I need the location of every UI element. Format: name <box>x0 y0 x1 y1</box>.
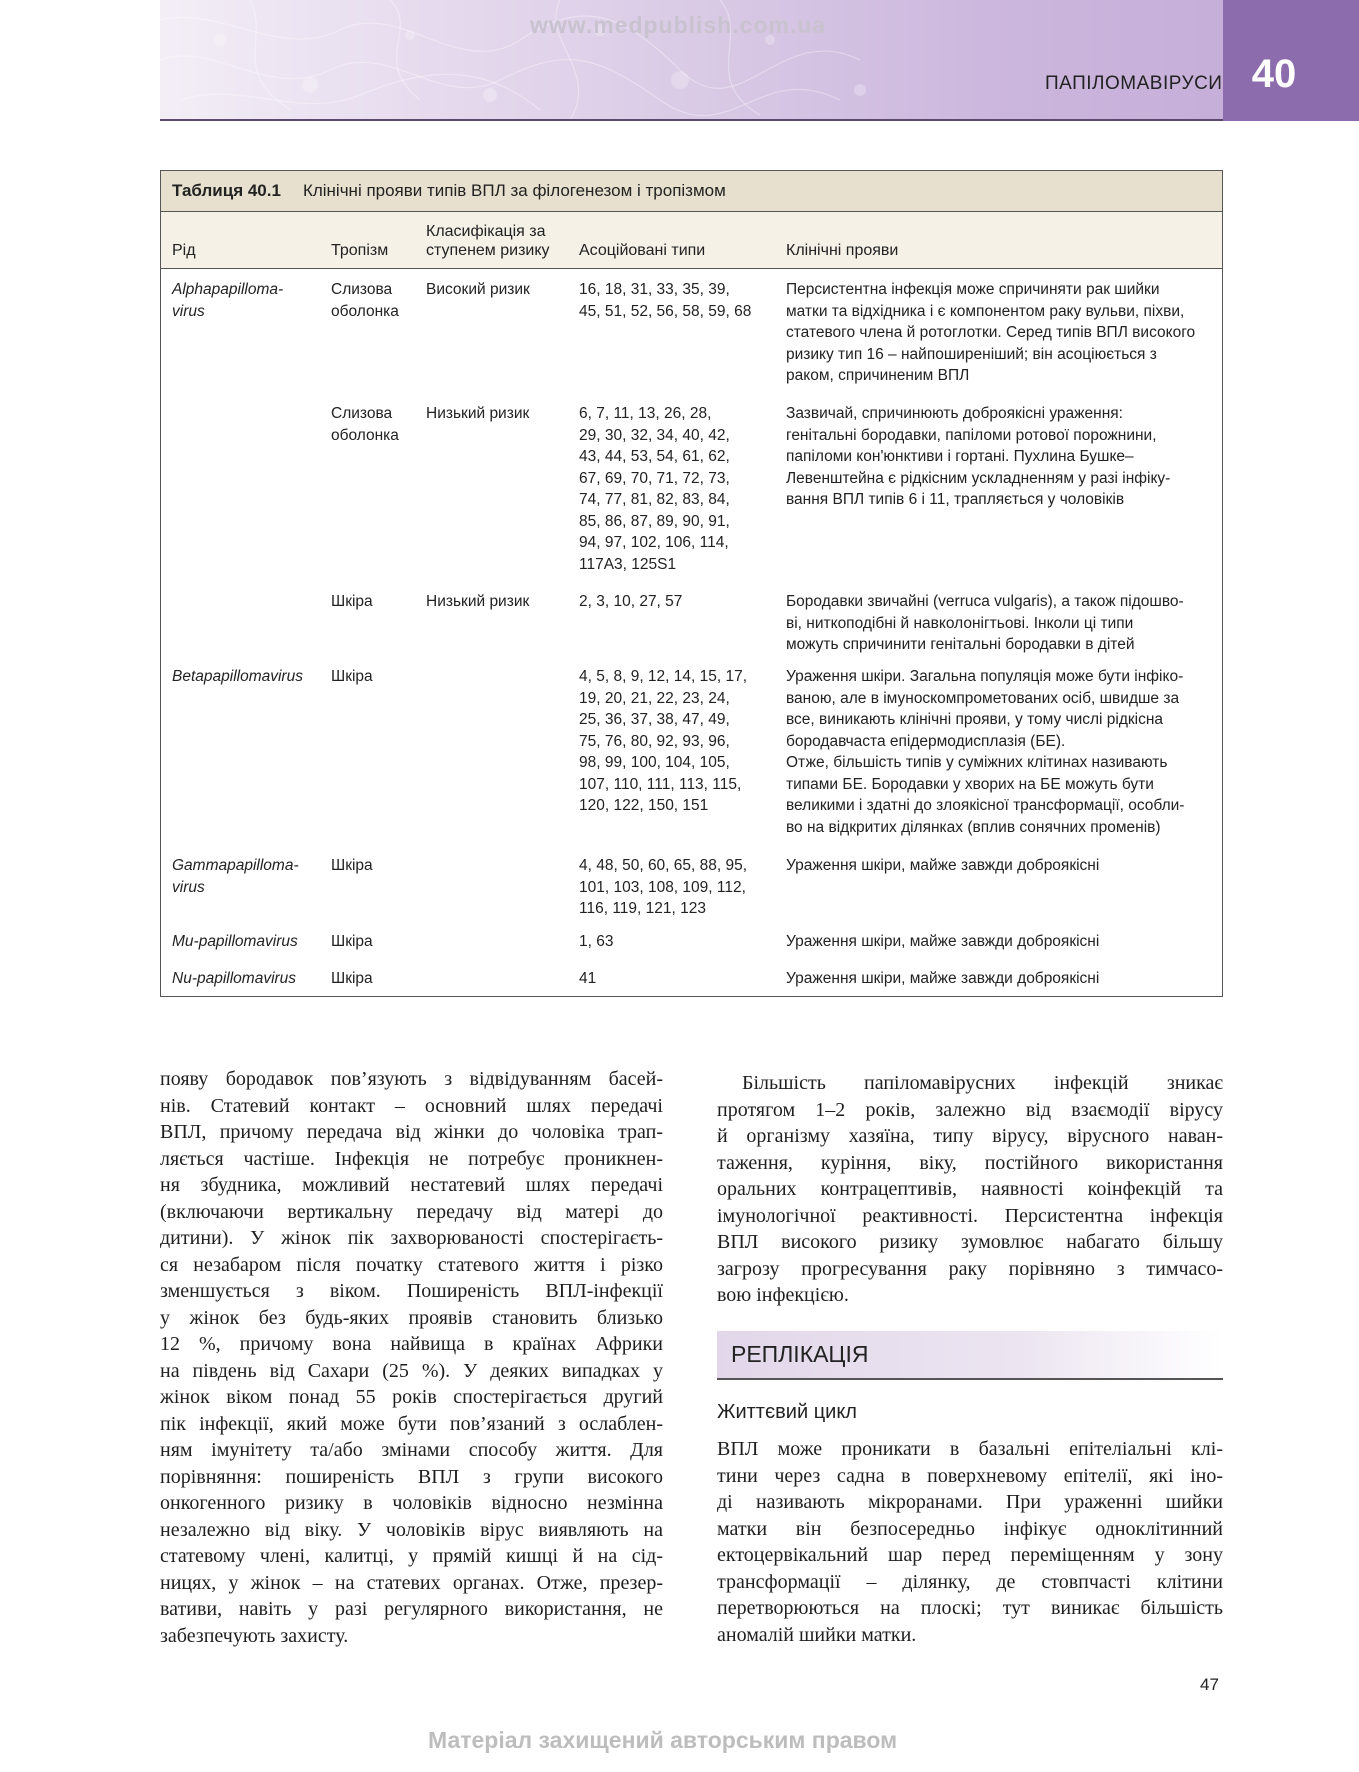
cell-manifestations-line: папіломи кон'юнктиви і гортані. Пухлина Бушке– <box>786 448 1134 465</box>
header-rule <box>160 119 1223 121</box>
cell-types-line: 4, 5, 8, 9, 12, 14, 15, 17, <box>579 668 748 685</box>
text-line: загрозу прогресування раку порівняно з тимчасо- <box>717 1257 1223 1280</box>
col-header-genus: Рід <box>172 242 196 259</box>
cell-tropism-line: Шкіра <box>331 970 373 987</box>
cell-risk-line: Високий ризик <box>426 281 530 298</box>
col-header-risk-line2: ступенем ризику <box>426 242 550 259</box>
page-number: 47 <box>1200 1675 1219 1694</box>
text-line: тини через садна в поверхневому епітелії, які іно- <box>717 1464 1223 1487</box>
section-rule <box>717 1378 1223 1380</box>
text-line: ВПЛ, причому передача від жінки до чоловіка трап- <box>160 1121 663 1143</box>
cell-types <box>579 279 751 322</box>
cell-types <box>579 855 747 920</box>
cell-manifestations-line: Отже, більшість типів у суміжних клітинах називають <box>786 754 1168 771</box>
table-40-1 <box>160 170 1223 997</box>
chapter-number: 40 <box>1251 52 1297 96</box>
cell-types-line: 25, 36, 37, 38, 47, 49, <box>579 711 730 728</box>
cell-manifestations <box>786 403 1170 511</box>
cell-risk-line: Низький ризик <box>426 405 530 422</box>
cell-tropism-line: оболонка <box>331 302 399 320</box>
site-url-watermark: www.medpublish.com.ua <box>530 12 827 38</box>
text-line: імунологічної реактивності. Персистентна інфекція <box>717 1204 1223 1227</box>
cell-types-line: 98, 99, 100, 104, 105, <box>579 754 730 771</box>
cell-tropism <box>331 279 399 322</box>
text-line: таження, куріння, віку, постійного використання <box>717 1151 1223 1174</box>
cell-genus-line: Nu-papillomavirus <box>172 970 297 987</box>
text-line: вою інфекцією. <box>717 1284 849 1306</box>
cell-manifestations-line: все, виникають клінічні прояви, у тому числі рідкісна <box>786 711 1164 728</box>
col-header-manifestations: Клінічні прояви <box>786 242 899 259</box>
text-line: аномалій шийки матки. <box>717 1623 917 1646</box>
text-line: трансформації – ділянку, де стовпчасті клітини <box>717 1570 1223 1593</box>
text-line: ВПЛ високого ризику зумовлює набагато більшу <box>717 1231 1223 1253</box>
text-line: ся незабаром після початку статевого життя і різко <box>160 1253 663 1276</box>
cell-genus-line: Mu-papillomavirus <box>172 933 298 950</box>
text-line: забезпечують захисту. <box>160 1624 349 1647</box>
text-line: онкогенного ризику в чоловіків відносно незмінна <box>160 1492 663 1514</box>
cell-risk-line: Низький ризик <box>426 593 530 610</box>
cell-types <box>579 931 613 953</box>
right-text-column-bottom <box>717 1436 1223 1648</box>
text-line: нів. Статевий контакт – основний шлях передачі <box>160 1094 663 1117</box>
text-line: ектоцервікальний шар перед переміщенням у зону <box>717 1544 1223 1566</box>
cell-tropism-line: Шкіра <box>331 933 373 950</box>
cell-types <box>579 591 682 613</box>
col-header-risk <box>426 222 550 260</box>
text-line: у жінок без будь-яких проявів становить близько <box>160 1306 663 1329</box>
cell-manifestations-line: раком, спричиненим ВПЛ <box>786 367 970 384</box>
cell-manifestations <box>786 931 1099 953</box>
text-line: появу бородавок пов’язують з відвідуванням басей- <box>160 1068 663 1090</box>
cell-manifestations-line: Ураження шкіри. Загальна популяція може бути інфіко- <box>786 668 1184 685</box>
cell-types-line: 1, 63 <box>579 933 614 950</box>
cell-types-line: 67, 69, 70, 71, 72, 73, <box>579 469 730 487</box>
cell-manifestations <box>786 279 1195 387</box>
text-line: статевому члені, калитці, у прямій кишці й на сід- <box>160 1545 663 1567</box>
cell-tropism <box>331 855 373 877</box>
cell-genus <box>172 666 303 688</box>
cell-manifestations-line: вання ВПЛ типів 6 і 11, трапляється у чоловіків <box>786 491 1125 508</box>
cell-genus-line: virus <box>172 302 205 320</box>
cell-tropism <box>331 403 399 446</box>
table-caption <box>161 171 1222 212</box>
cell-genus-line: Betapapillomavirus <box>172 668 303 685</box>
text-line: жінок віком понад 55 років спостерігається другий <box>160 1386 663 1408</box>
cell-types-line: 101, 103, 108, 109, 112, <box>579 878 746 896</box>
text-line: ня збудника, можливий нестатевий шлях передачі <box>160 1174 663 1196</box>
cell-genus <box>172 855 299 898</box>
left-text-column <box>160 1066 663 1649</box>
cell-types-line: 16, 18, 31, 33, 35, 39, <box>579 281 730 298</box>
cell-manifestations-line: ві, ниткоподібні й навколонігтьові. Інколи ці типи <box>786 614 1134 632</box>
text-line: матки він безпосередньо інфікує одноклітинний <box>717 1517 1223 1540</box>
text-line: на південь від Сахари (25 %). У деяких випадках у <box>160 1359 663 1382</box>
text-line: (включаючи вертикальну передачу від матері до <box>160 1200 663 1223</box>
table-title: Клінічні прояви типів ВПЛ за філогенезом і тропізмом <box>302 181 726 200</box>
cell-types-line: 107, 110, 111, 113, 115, <box>579 775 742 793</box>
cell-genus <box>172 279 283 322</box>
cell-tropism-line: Слизова <box>331 405 393 422</box>
text-line: 12 %, причому вона найвища в країнах Африки <box>160 1333 663 1355</box>
table-header-row <box>161 212 1222 269</box>
cell-manifestations <box>786 666 1184 838</box>
cell-types-line: 117A3, 125S1 <box>579 555 677 573</box>
cell-manifestations-line: Ураження шкіри, майже завжди доброякісні <box>786 857 1100 874</box>
cell-manifestations-line: во на відкритих ділянках (вплив сонячних променів) <box>786 818 1161 836</box>
text-line: ляється частіше. Інфекція не потребує проникнен- <box>160 1147 663 1170</box>
cell-manifestations <box>786 855 1099 877</box>
cell-types-line: 19, 20, 21, 22, 23, 24, <box>579 689 730 707</box>
cell-manifestations-line: Зазвичай, спричинюють доброякісні ураження: <box>786 405 1123 422</box>
col-header-tropism: Тропізм <box>331 242 389 259</box>
cell-risk <box>426 403 529 425</box>
col-header-types: Асоційовані типи <box>579 242 706 259</box>
cell-manifestations <box>786 968 1099 990</box>
cell-manifestations-line: ризику тип 16 – найпоширеніший; він асоціюється з <box>786 345 1157 363</box>
cell-types-line: 4, 48, 50, 60, 65, 88, 95, <box>579 857 748 874</box>
cell-manifestations-line: великими і здатні до злоякісної трансформації, особли- <box>786 797 1185 814</box>
cell-manifestations-line: можуть спричинити генітальні бородавки в дітей <box>786 636 1135 653</box>
copyright-watermark: Матеріал захищений авторським правом <box>428 1727 898 1753</box>
cell-manifestations-line: типами БЕ. Бородавки у хворих на БЕ можуть бути <box>786 775 1154 793</box>
cell-types <box>579 403 730 575</box>
cell-genus-line: Gammapapilloma- <box>172 857 299 874</box>
cell-tropism-line: Шкіра <box>331 668 373 685</box>
cell-tropism <box>331 968 373 990</box>
text-line: Більшість папіломавірусних інфекцій зникає <box>742 1072 1223 1094</box>
running-title: ПАПІЛОМАВІРУСИ <box>1045 73 1223 94</box>
cell-tropism-line: Шкіра <box>331 593 373 610</box>
cell-manifestations-line: Ураження шкіри, майже завжди доброякісні <box>786 933 1100 950</box>
cell-types-line: 75, 76, 80, 92, 93, 96, <box>579 732 730 750</box>
cell-manifestations-line: Левенштейна є рідкісним ускладненням у разі інфіку- <box>786 469 1171 487</box>
cell-tropism-line: оболонка <box>331 426 399 444</box>
text-line: протягом 1–2 років, залежно від взаємодії вірусу <box>717 1098 1223 1121</box>
text-line: ницях, у жінок – на статевих органах. Отже, презер- <box>160 1571 663 1594</box>
table-number: Таблиця 40.1 <box>172 181 281 200</box>
cell-manifestations-line: Бородавки звичайні (verruca vulgaris), а також підошво- <box>786 593 1184 610</box>
text-line: ВПЛ може проникати в базальні епітеліальні клі- <box>717 1438 1223 1460</box>
cell-types-line: 29, 30, 32, 34, 40, 42, <box>579 426 730 444</box>
text-line: ді називають мікроранами. При ураженні шийки <box>717 1491 1223 1513</box>
cell-types <box>579 968 596 990</box>
text-line: пік інфекції, який може бути пов’язаний з ослаблен- <box>160 1412 663 1435</box>
cell-types-line: 41 <box>579 970 597 987</box>
cell-types <box>579 666 747 817</box>
text-line: незалежно від віку. У чоловіків вірус виявляють на <box>160 1518 663 1541</box>
cell-types-line: 2, 3, 10, 27, 57 <box>579 593 683 610</box>
cell-manifestations-line: бородавчаста епідермодисплазія (БЕ). <box>786 732 1066 750</box>
text-line: зменшується з віком. Поширеність ВПЛ-інфекції <box>160 1280 663 1302</box>
cell-genus-line: virus <box>172 878 205 896</box>
section-title: РЕПЛІКАЦІЯ <box>731 1341 869 1367</box>
cell-tropism <box>331 666 373 688</box>
cell-tropism <box>331 591 373 613</box>
text-line: й організму хазяїна, типу вірусу, вірусного наван- <box>717 1125 1223 1147</box>
text-line: перетворюються на плоскі; тут виникає більшість <box>717 1597 1223 1619</box>
cell-types-line: 74, 77, 81, 82, 83, 84, <box>579 491 730 508</box>
text-line: вативи, навіть у разі регулярного використання, не <box>160 1598 663 1620</box>
right-text-column-top <box>717 1070 1223 1309</box>
cell-types-line: 45, 51, 52, 56, 58, 59, 68 <box>579 302 752 320</box>
cell-risk <box>426 591 529 613</box>
cell-manifestations-line: статевого члена й ротоглотки. Серед типів ВПЛ високого <box>786 324 1196 341</box>
cell-tropism-line: Шкіра <box>331 857 373 874</box>
cell-types-line: 120, 122, 150, 151 <box>579 797 709 814</box>
text-line: ням імунітету та/або змінами способу життя. Для <box>160 1439 663 1461</box>
cell-types-line: 116, 119, 121, 123 <box>579 900 706 917</box>
text-line: дитини). У жінок пік захворюваності спостерігаєть- <box>160 1227 663 1249</box>
subheading: Життєвий цикл <box>717 1401 857 1423</box>
cell-tropism-line: Слизова <box>331 281 393 298</box>
cell-genus <box>172 968 296 990</box>
cell-genus <box>172 931 298 953</box>
text-line: оральних контрацептивів, наявності коінфекцій та <box>717 1178 1223 1200</box>
cell-manifestations-line: Ураження шкіри, майже завжди доброякісні <box>786 970 1100 987</box>
col-header-risk-line1: Класифікація за <box>426 223 546 240</box>
cell-manifestations-line: Персистентна інфекція може спричиняти рак шийки <box>786 281 1160 298</box>
cell-types-line: 6, 7, 11, 13, 26, 28, <box>579 405 712 422</box>
cell-types-line: 85, 86, 87, 89, 90, 91, <box>579 512 730 530</box>
cell-genus-line: Alphapapilloma- <box>172 281 284 298</box>
cell-manifestations-line: ваною, але в імуноскомпрометованих осіб, швидше за <box>786 689 1180 707</box>
cell-manifestations-line: матки та відхідника і є компонентом раку вульви, піхви, <box>786 302 1185 320</box>
cell-manifestations <box>786 591 1184 656</box>
cell-tropism <box>331 931 373 953</box>
cell-types-line: 94, 97, 102, 106, 114, <box>579 534 729 551</box>
cell-types-line: 43, 44, 53, 54, 61, 62, <box>579 448 730 465</box>
cell-manifestations-line: генітальні бородавки, папіломи ротової порожнини, <box>786 426 1157 444</box>
cell-risk <box>426 279 530 301</box>
text-line: порівняння: поширеність ВПЛ з групи високого <box>160 1465 663 1488</box>
